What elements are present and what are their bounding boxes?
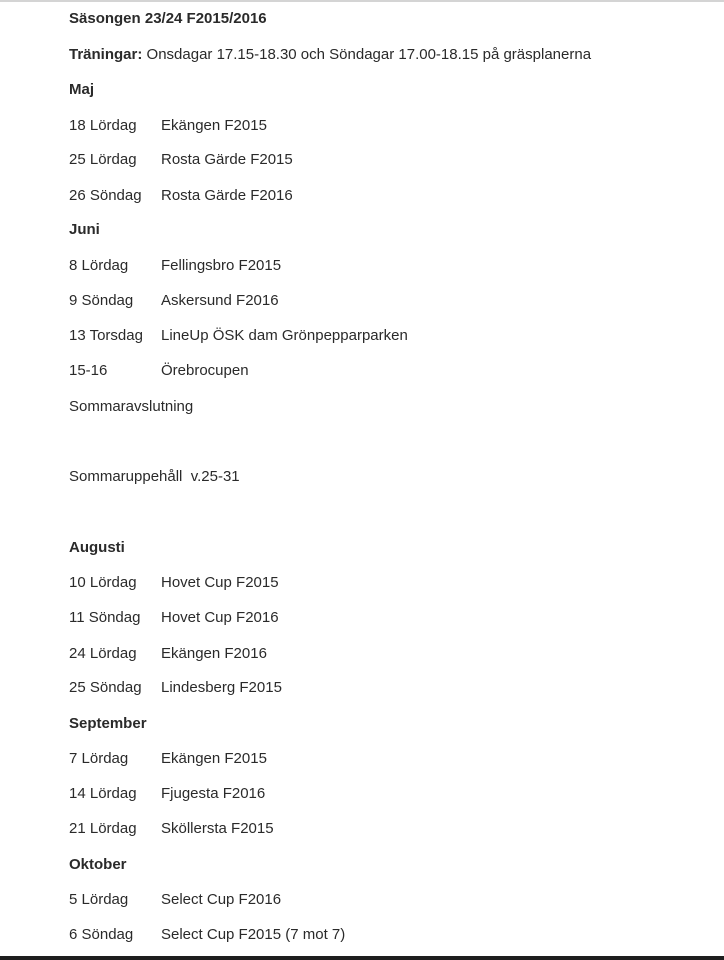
event-text: Fjugesta F2016: [161, 785, 266, 802]
season-title: Säsongen 23/24 F2015/2016: [69, 10, 267, 27]
event-row: [69, 186, 293, 206]
event-row: [69, 291, 279, 311]
event-text: Sköllersta F2015: [161, 820, 274, 837]
training-line: [69, 45, 591, 65]
event-text: Ekängen F2015: [161, 750, 267, 767]
event-text: Hovet Cup F2015: [161, 574, 279, 591]
month-heading-juni: Juni: [69, 221, 100, 238]
event-text: Fellingsbro F2015: [161, 257, 282, 274]
event-date: 13 Torsdag: [69, 327, 143, 344]
event-row: [69, 678, 282, 698]
event-row: [69, 749, 267, 769]
event-row: [69, 150, 293, 170]
event-date: 9 Söndag: [69, 292, 134, 309]
month-heading-september: September: [69, 715, 147, 732]
month-heading-augusti: Augusti: [69, 539, 125, 556]
training-text: Onsdagar 17.15-18.30 och Söndagar 17.00-18.15 på gräsplanerna: [146, 46, 592, 63]
event-date: 7 Lördag: [69, 750, 129, 767]
event-row: [69, 116, 267, 136]
event-date: 14 Lördag: [69, 785, 137, 802]
event-date: 11 Söndag: [69, 609, 141, 626]
event-text: Rosta Gärde F2016: [161, 187, 293, 204]
note-sommaravslutning: Sommaravslutning: [69, 398, 194, 415]
event-text: Örebrocupen: [161, 362, 249, 379]
event-text: Select Cup F2015 (7 mot 7): [161, 926, 346, 943]
event-text: Rosta Gärde F2015: [161, 151, 293, 168]
event-date: 26 Söndag: [69, 187, 142, 204]
event-row: [69, 326, 408, 346]
training-label: Träningar:: [69, 46, 143, 63]
event-row: [69, 819, 274, 839]
event-date: 8 Lördag: [69, 257, 129, 274]
event-row: [69, 925, 345, 945]
event-text: Lindesberg F2015: [161, 679, 282, 696]
event-date: 5 Lördag: [69, 891, 129, 908]
event-row: [69, 361, 249, 381]
month-heading-maj: Maj: [69, 81, 95, 98]
event-text: LineUp ÖSK dam Grönpepparparken: [161, 327, 408, 344]
event-row: [69, 784, 265, 804]
event-row: [69, 890, 281, 910]
bottom-edge-bar: [0, 956, 724, 960]
event-text: Select Cup F2016: [161, 891, 282, 908]
event-date: 10 Lördag: [69, 574, 137, 591]
top-edge-divider: [0, 0, 724, 2]
event-row: [69, 644, 267, 664]
event-text: Ekängen F2016: [161, 645, 267, 662]
month-heading-oktober: Oktober: [69, 856, 127, 873]
event-date: 21 Lördag: [69, 820, 137, 837]
event-row: [69, 608, 279, 628]
event-text: Hovet Cup F2016: [161, 609, 279, 626]
note-sommaruppehall: Sommaruppehåll v.25-31: [69, 468, 240, 485]
event-row: [69, 573, 279, 593]
event-row: [69, 256, 281, 276]
event-date: 15-16: [69, 362, 108, 379]
event-date: 24 Lördag: [69, 645, 137, 662]
event-text: Askersund F2016: [161, 292, 279, 309]
event-date: 25 Lördag: [69, 151, 137, 168]
event-date: 6 Söndag: [69, 926, 134, 943]
event-date: 25 Söndag: [69, 679, 142, 696]
event-text: Ekängen F2015: [161, 117, 267, 134]
event-date: 18 Lördag: [69, 117, 137, 134]
